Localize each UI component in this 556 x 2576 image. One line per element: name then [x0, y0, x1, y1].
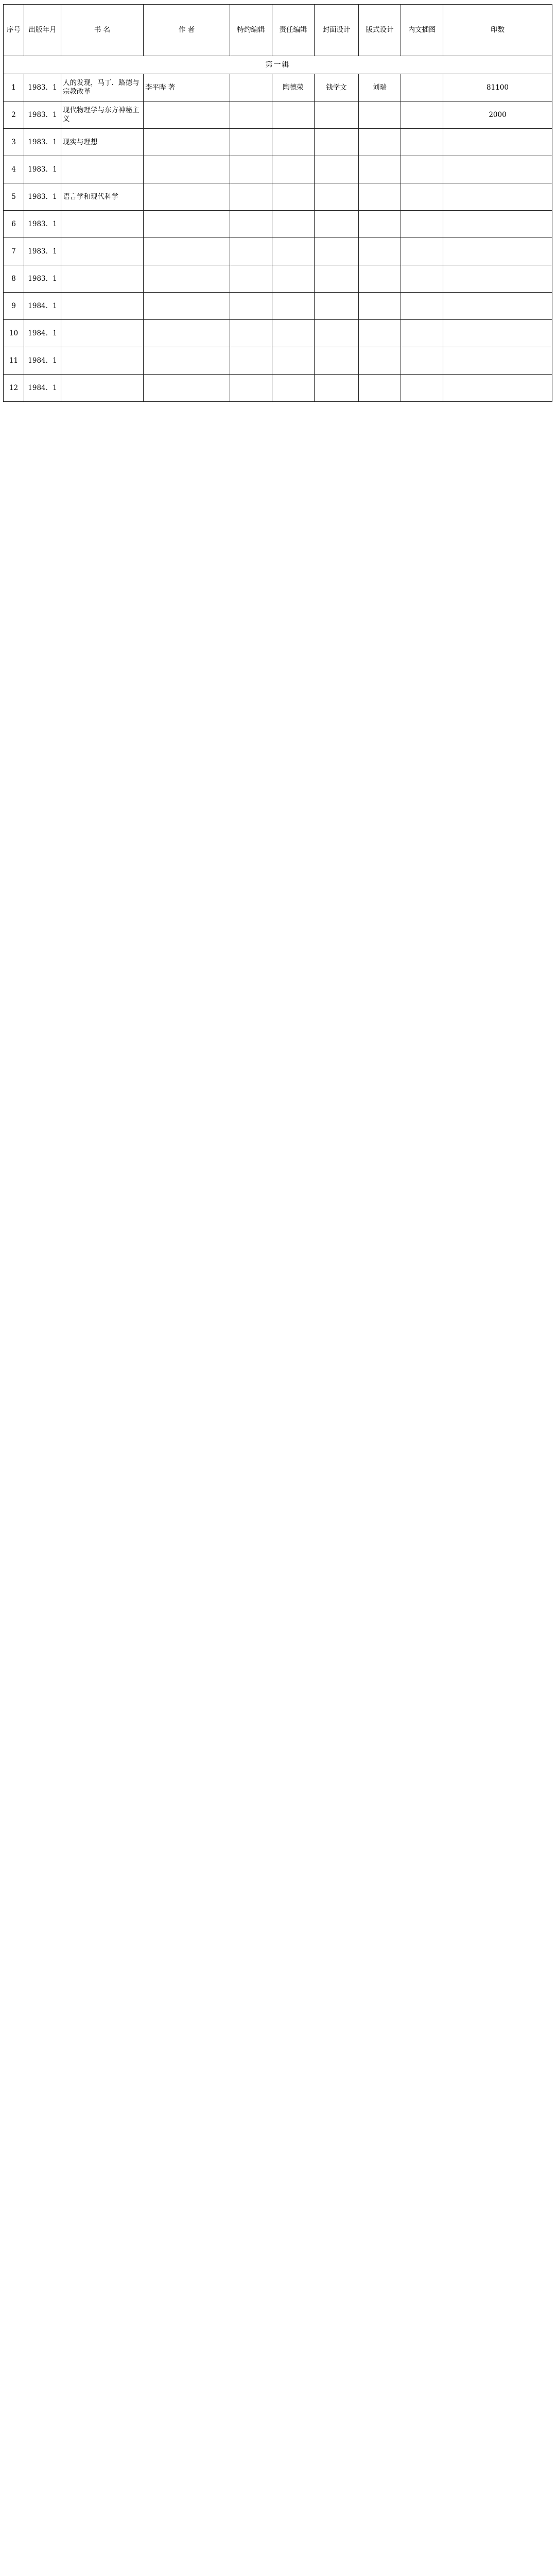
table-cell [61, 238, 144, 265]
table-cell [272, 320, 315, 347]
table-cell [401, 74, 443, 101]
table-cell [230, 156, 272, 183]
table-cell [401, 238, 443, 265]
table-row [4, 183, 552, 211]
table-cell: 2 [4, 101, 24, 129]
table-cell: 1984．1 [24, 320, 61, 347]
column-header: 封面设计 [315, 5, 359, 56]
table-cell [359, 238, 401, 265]
section-row [4, 56, 552, 74]
table-cell [230, 211, 272, 238]
table-row [4, 211, 552, 238]
table-cell [230, 347, 272, 375]
table-cell [401, 211, 443, 238]
table-cell [443, 211, 552, 238]
table-cell [359, 320, 401, 347]
table-cell [401, 347, 443, 375]
table-cell [443, 293, 552, 320]
table-cell: 1983．1 [24, 101, 61, 129]
table-header-row [4, 5, 552, 56]
table-cell: 1983．1 [24, 129, 61, 156]
table-cell [144, 320, 230, 347]
table-cell: 1983．1 [24, 265, 61, 293]
table-cell [144, 238, 230, 265]
table-cell: 4 [4, 156, 24, 183]
table-cell [401, 320, 443, 347]
table-cell [272, 265, 315, 293]
table-cell: 现代物理学与东方神秘主义 [61, 101, 144, 129]
table-cell [401, 129, 443, 156]
table-cell [61, 320, 144, 347]
table-cell [61, 156, 144, 183]
table-cell [144, 265, 230, 293]
table-cell: 3 [4, 129, 24, 156]
table-cell [272, 129, 315, 156]
table-cell: 刘瑞 [359, 74, 401, 101]
table-cell [359, 347, 401, 375]
table-cell: 1983．1 [24, 238, 61, 265]
table-cell [443, 129, 552, 156]
table-cell [272, 347, 315, 375]
column-header: 出版年月 [24, 5, 61, 56]
table-cell [443, 183, 552, 211]
table-cell [359, 101, 401, 129]
table-cell [315, 293, 359, 320]
table-cell [230, 101, 272, 129]
table-cell: 5 [4, 183, 24, 211]
table-cell [315, 375, 359, 402]
table-cell [230, 320, 272, 347]
table-cell: 8 [4, 265, 24, 293]
table-cell [443, 320, 552, 347]
table-cell [359, 211, 401, 238]
table-cell [144, 156, 230, 183]
table-cell [61, 347, 144, 375]
table-cell: 1983．1 [24, 74, 61, 101]
column-header: 内文插图 [401, 5, 443, 56]
table-cell: 81100 [443, 74, 552, 101]
table-cell [401, 156, 443, 183]
table-cell: 1984．1 [24, 293, 61, 320]
column-header: 序号 [4, 5, 24, 56]
column-header: 作 者 [144, 5, 230, 56]
table-cell [144, 347, 230, 375]
table-cell [61, 211, 144, 238]
table-cell [359, 129, 401, 156]
table-cell [272, 293, 315, 320]
table-body [4, 56, 552, 402]
table-cell [144, 129, 230, 156]
table-cell [401, 375, 443, 402]
table-cell [61, 293, 144, 320]
table-cell [144, 211, 230, 238]
table-cell: 1983．1 [24, 183, 61, 211]
table-cell: 2000 [443, 101, 552, 129]
table-cell [272, 183, 315, 211]
table-cell [359, 265, 401, 293]
table-cell [443, 347, 552, 375]
table-cell: 钱学文 [315, 74, 359, 101]
table-row [4, 375, 552, 402]
table-cell: 现实与理想 [61, 129, 144, 156]
column-header: 书 名 [61, 5, 144, 56]
table-cell [401, 183, 443, 211]
table-row [4, 129, 552, 156]
table-row [4, 265, 552, 293]
table-cell [359, 156, 401, 183]
table-cell: 李平晔 著 [144, 74, 230, 101]
table-cell [315, 101, 359, 129]
table-cell [144, 293, 230, 320]
table-row [4, 101, 552, 129]
table-cell [315, 347, 359, 375]
table-row [4, 320, 552, 347]
table-cell [272, 375, 315, 402]
table-cell: 1984．1 [24, 375, 61, 402]
table-cell: 陶德荣 [272, 74, 315, 101]
table-cell: 10 [4, 320, 24, 347]
table-row [4, 347, 552, 375]
table-cell [315, 211, 359, 238]
table-cell [315, 238, 359, 265]
table-cell [315, 320, 359, 347]
table-cell [230, 129, 272, 156]
table-cell [272, 156, 315, 183]
table-cell [230, 265, 272, 293]
table-cell [443, 156, 552, 183]
table-cell: 语言学和现代科学 [61, 183, 144, 211]
table-cell [401, 101, 443, 129]
table-cell [61, 375, 144, 402]
table-cell [359, 375, 401, 402]
table-row [4, 74, 552, 101]
table-row [4, 238, 552, 265]
table-cell: 1983．1 [24, 211, 61, 238]
table-cell [230, 183, 272, 211]
column-header: 版式设计 [359, 5, 401, 56]
table-cell [443, 375, 552, 402]
table-cell [359, 293, 401, 320]
column-header: 特约编辑 [230, 5, 272, 56]
publication-table [3, 4, 552, 402]
table-cell [359, 183, 401, 211]
table-cell: 6 [4, 211, 24, 238]
table-cell [315, 129, 359, 156]
table-cell [315, 265, 359, 293]
table-cell [230, 74, 272, 101]
table-row [4, 293, 552, 320]
table-cell [230, 238, 272, 265]
table-cell [401, 293, 443, 320]
table-cell [315, 156, 359, 183]
table-cell: 12 [4, 375, 24, 402]
table-cell [272, 238, 315, 265]
table-cell: 1 [4, 74, 24, 101]
section-title: 第一辑 [4, 56, 552, 74]
table-cell [272, 101, 315, 129]
table-cell: 人的发现，马丁．路德与宗教改革 [61, 74, 144, 101]
table-cell: 11 [4, 347, 24, 375]
table-cell [230, 375, 272, 402]
table-cell: 1984．1 [24, 347, 61, 375]
table-cell [144, 101, 230, 129]
column-header: 责任编辑 [272, 5, 315, 56]
table-row [4, 156, 552, 183]
table-cell [272, 211, 315, 238]
table-cell: 1983．1 [24, 156, 61, 183]
table-cell [401, 265, 443, 293]
table-cell [315, 183, 359, 211]
table-cell [443, 238, 552, 265]
table-cell [230, 293, 272, 320]
table-cell [443, 265, 552, 293]
table-cell: 7 [4, 238, 24, 265]
table-cell [61, 265, 144, 293]
table-cell: 9 [4, 293, 24, 320]
table-cell [144, 183, 230, 211]
table-cell [144, 375, 230, 402]
column-header: 印数 [443, 5, 552, 56]
